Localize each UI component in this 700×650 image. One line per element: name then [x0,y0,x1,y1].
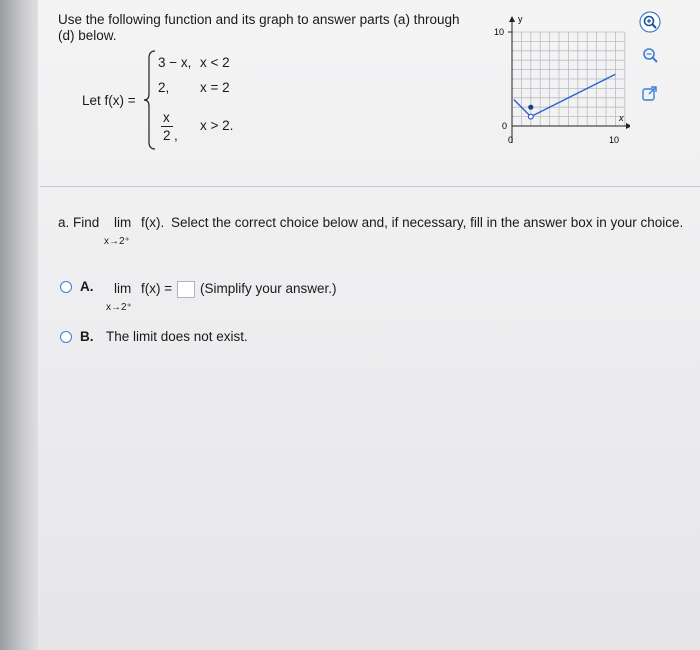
part-a-subscript: x→2⁺ [104,236,130,247]
piece-2-expr: 2, [158,80,170,95]
function-graph [490,8,630,148]
section-divider [40,186,700,187]
part-a-instructions: Select the correct choice below and, if necessary, fill in the answer box in your choice. [171,215,684,230]
y-axis-label: y [518,14,523,24]
choice-a-lim: lim [114,281,132,296]
piece-3-denominator: 2 [163,128,171,143]
y-tick-10: 10 [494,27,505,37]
piece-2-cond: x = 2 [200,80,230,95]
zoom-out-icon[interactable] [639,44,661,66]
x-tick-0: 0 [508,135,514,145]
piece-3-cond: x > 2. [200,118,234,133]
part-a-lim: lim [114,215,132,230]
y-tick-0: 0 [502,121,508,131]
choice-a-hint: (Simplify your answer.) [200,281,337,296]
open-new-window-icon[interactable] [640,84,660,104]
piece-3-comma: , [174,128,178,143]
choice-a-fx: f(x) = [141,281,173,296]
zoom-in-icon[interactable] [639,11,661,33]
choice-a-radio[interactable] [60,281,72,293]
x-tick-10: 10 [609,135,620,145]
choice-a-letter: A. [80,279,94,294]
open-point [528,114,533,119]
answer-input-box[interactable] [177,281,195,298]
instructions-line-2: (d) below. [58,28,117,43]
filled-point [528,105,533,110]
piecewise-brace [143,50,157,150]
piece-1-expr: 3 − x, [158,55,192,70]
choice-b-letter: B. [80,329,94,344]
instructions-line-1: Use the following function and its graph to answer parts (a) through [58,12,460,27]
curve-segment-left [514,100,531,117]
x-axis-label: x [619,113,624,123]
screen-edge [0,0,38,650]
choice-a-subscript: x→2⁺ [106,302,132,313]
piece-3-numerator: x [163,110,170,125]
choice-b-radio[interactable] [60,331,72,343]
piece-1-cond: x < 2 [200,55,230,70]
function-label: Let f(x) = [82,93,136,108]
curve-segment-right [531,74,616,116]
part-a-fx: f(x). [141,215,165,230]
fraction-bar [161,126,173,127]
choice-b-text: The limit does not exist. [106,329,248,344]
part-a-prefix: a. Find [58,215,100,230]
